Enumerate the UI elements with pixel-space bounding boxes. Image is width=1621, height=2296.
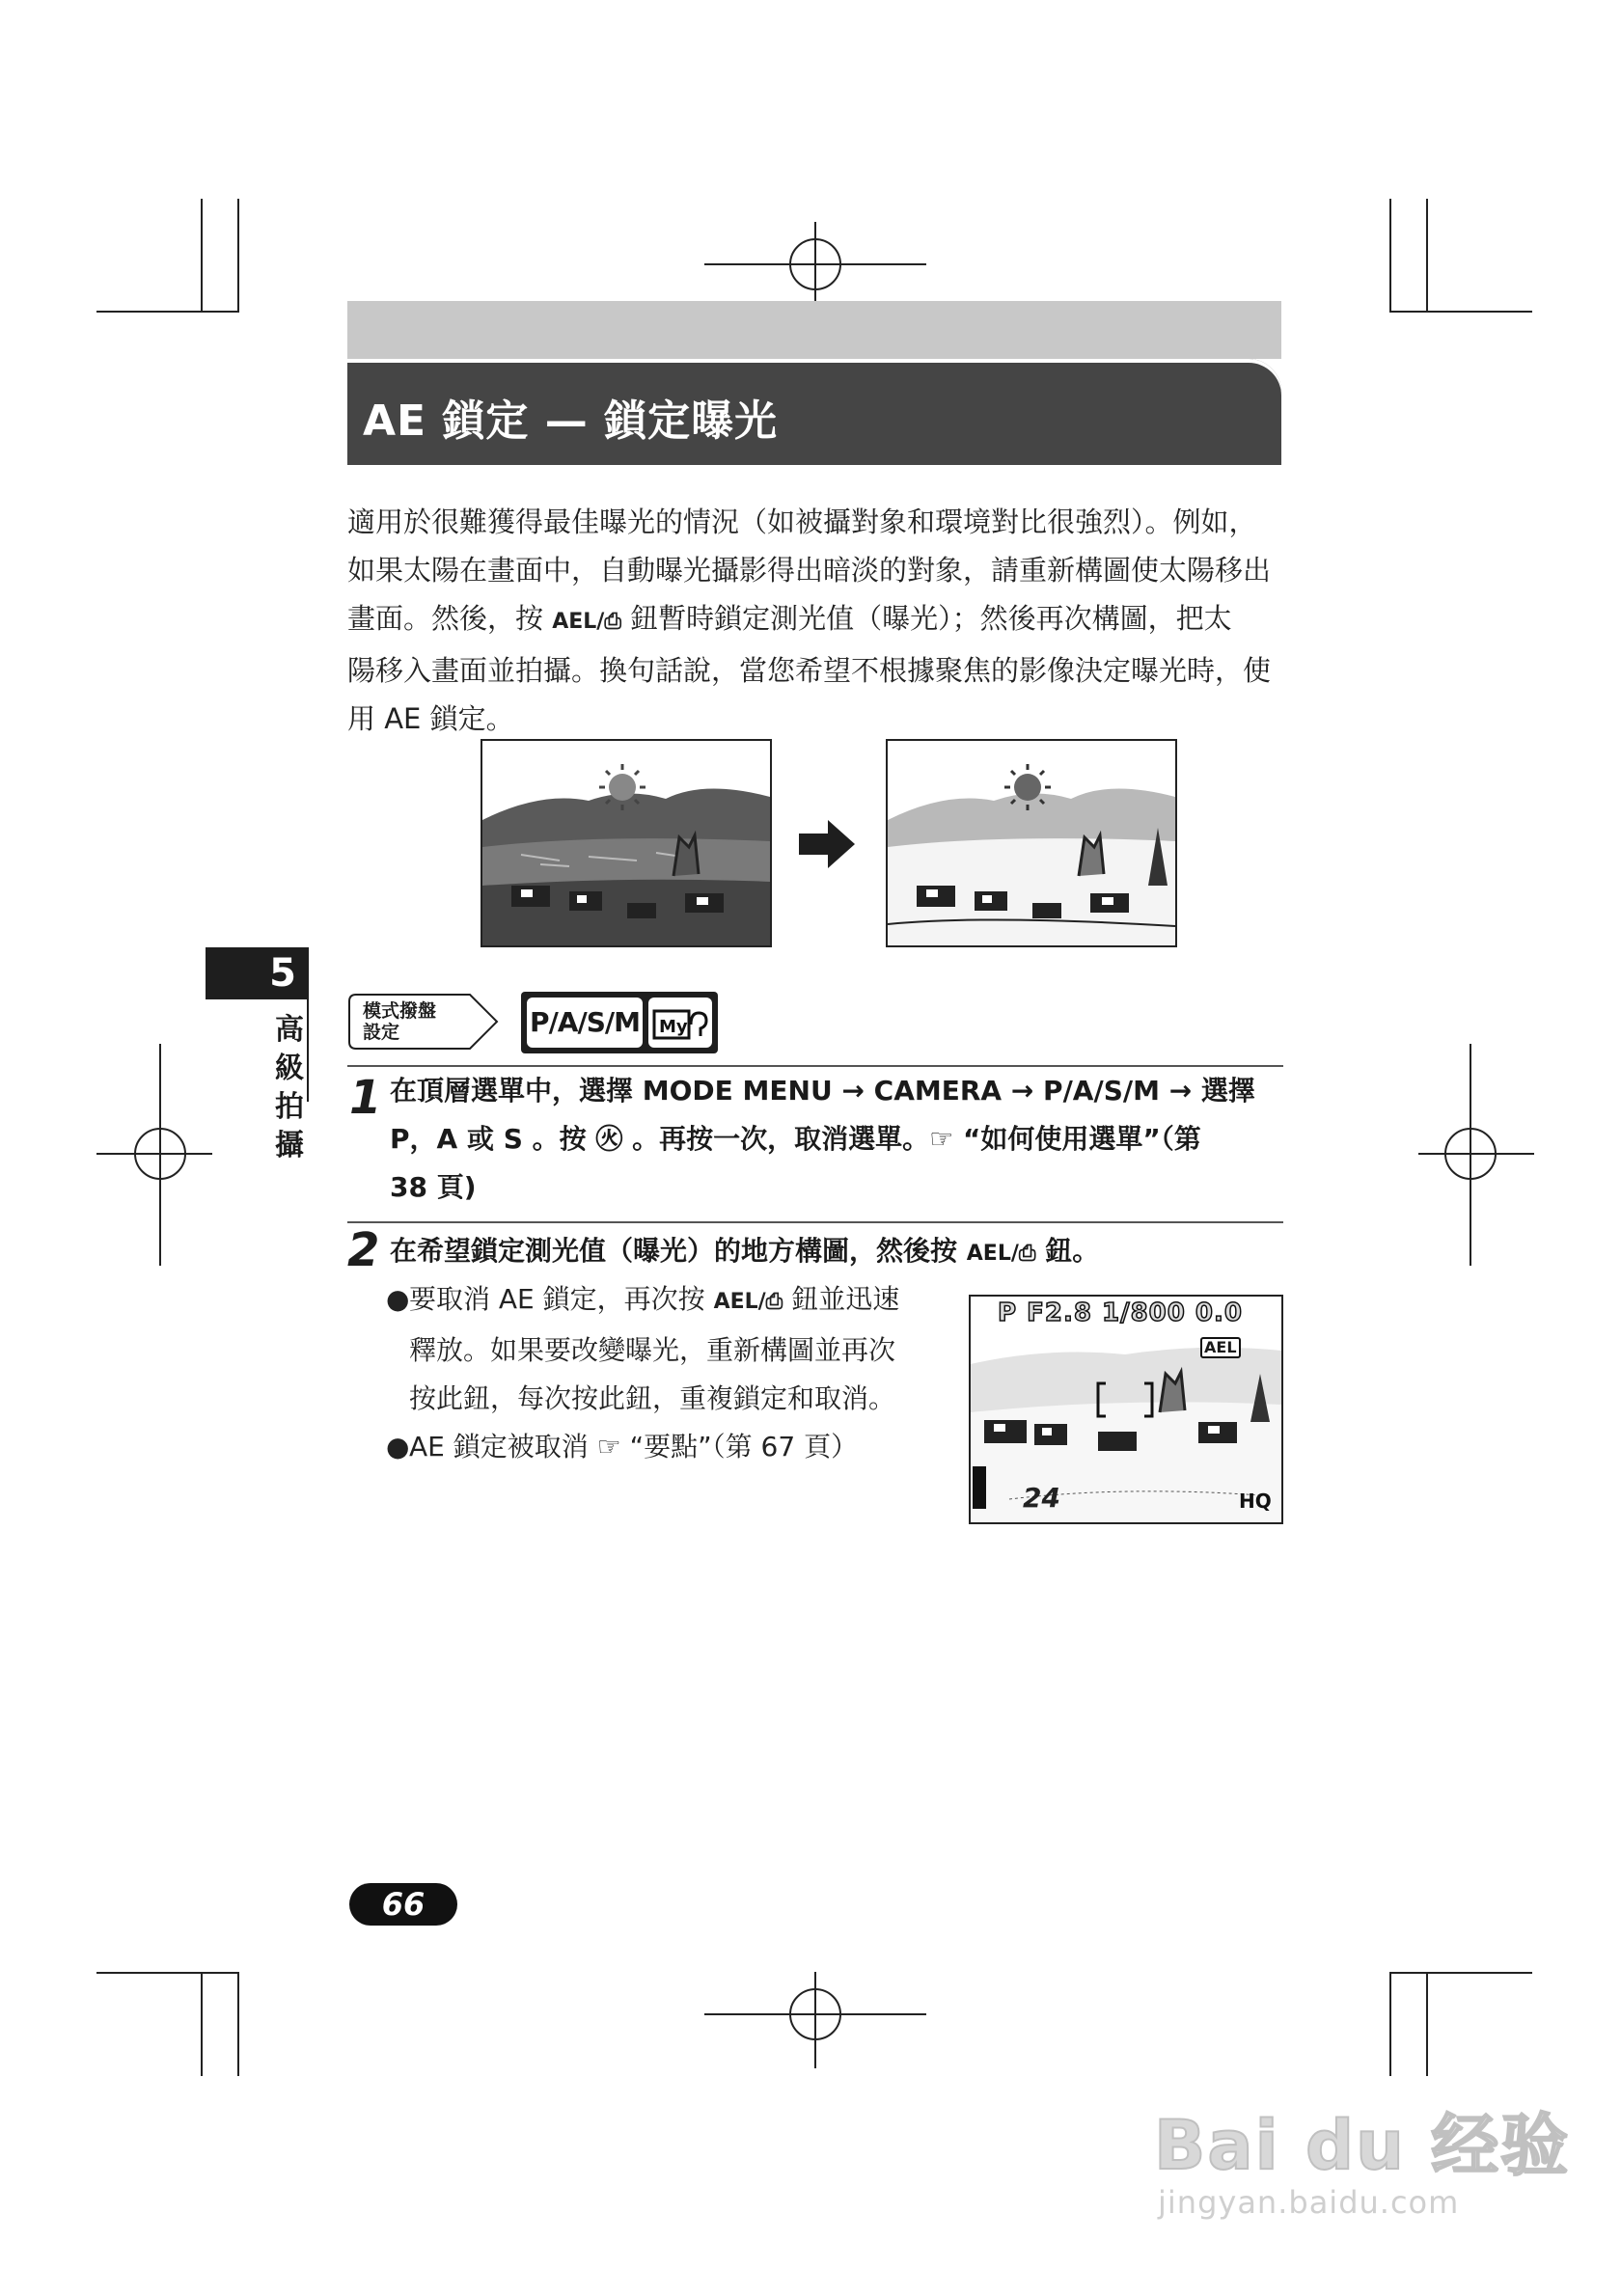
mode-dial-label-line1: 模式撥盤 bbox=[363, 1000, 437, 1022]
bullet2-text: AE 鎖定被取消 ☞ “要點”（第 67 頁） bbox=[409, 1431, 859, 1462]
illustration-dark-exposure bbox=[481, 739, 772, 947]
registration-mark-bottom bbox=[704, 1972, 926, 2068]
lcd-quality: HQ bbox=[1239, 1490, 1272, 1513]
bullet-2: ●AE 鎖定被取消 ☞ “要點”（第 67 頁） bbox=[386, 1431, 859, 1462]
lcd-preview bbox=[969, 1295, 1283, 1524]
intro-line-4: 陽移入畫面並拍攝。換句話說，當您希望不根據聚焦的影像決定曝光時，使 bbox=[347, 654, 1272, 687]
svg-text:My: My bbox=[659, 1017, 688, 1037]
illustration-locked-exposure bbox=[886, 739, 1177, 947]
ael-button-icon: AEL/⎙ bbox=[552, 610, 621, 634]
step1-number: 1 bbox=[349, 1071, 382, 1125]
ael-button-icon: AEL/⎙ bbox=[713, 1290, 783, 1314]
ael-button-icon: AEL/⎙ bbox=[966, 1242, 1036, 1266]
intro-line-3b: 鈕暫時鎖定測光值（曝光）；然後再次構圖，把太 bbox=[630, 602, 1232, 635]
my-mode-icon bbox=[648, 998, 712, 1048]
bullet-1-line-2: 釋放。如果要改變曝光，重新構圖並再次 bbox=[409, 1334, 896, 1366]
mode-dial-label bbox=[363, 1000, 436, 1043]
step2-heading bbox=[390, 1227, 1283, 1278]
step2-heading-a: 在希望鎖定測光值（曝光）的地方構圖，然後按 bbox=[390, 1235, 958, 1267]
mode-pasm: P/A/S/M bbox=[527, 998, 643, 1048]
lcd-exposure-info: P F2.8 1/800 0.0 bbox=[998, 1298, 1243, 1327]
bullet1-a: 要取消 AE 鎖定，再次按 bbox=[409, 1283, 705, 1315]
intro-line-5: 用 AE 鎖定。 bbox=[347, 702, 514, 735]
watermark-url: jingyan.baidu.com bbox=[1158, 2184, 1460, 2221]
lcd-frame-count: 24 bbox=[1023, 1482, 1060, 1514]
page-title: AE 鎖定 — 鎖定曝光 bbox=[363, 396, 779, 446]
page-number: 66 bbox=[349, 1883, 457, 1926]
bullet-1: ●要取消 AE 鎖定，再次按 AEL/⎙ 鈕並迅速 bbox=[386, 1283, 900, 1315]
step1-text bbox=[390, 1067, 1283, 1212]
intro-line-1: 適用於很難獲得最佳曝光的情況（如被攝對象和環境對比很強烈）。例如， bbox=[347, 506, 1257, 538]
bullet1-b: 鈕並迅速 bbox=[791, 1283, 900, 1315]
title-band-top bbox=[347, 301, 1281, 359]
chapter-tab: 5 bbox=[206, 947, 308, 999]
step2-heading-b: 鈕。 bbox=[1045, 1235, 1100, 1267]
step2-number: 2 bbox=[347, 1223, 380, 1277]
step1-line-3: 38 頁) bbox=[390, 1171, 477, 1203]
step2-divider bbox=[347, 1221, 1283, 1223]
step1-line-1: 在頂層選單中，選擇 MODE MENU → CAMERA → P/A/S/M → 選擇 bbox=[390, 1075, 1255, 1107]
registration-mark-left bbox=[96, 1044, 212, 1266]
intro-line-3 bbox=[347, 594, 1283, 646]
mode-dial-label-line2: 設定 bbox=[363, 1022, 400, 1043]
step1-line-2: P，A 或 S 。按 ㊋ 。再按一次，取消選單。☞ “如何使用選單”（第 bbox=[390, 1123, 1201, 1155]
registration-mark-right bbox=[1418, 1044, 1534, 1266]
chapter-label: 高級拍攝 bbox=[275, 1013, 304, 1162]
arrow-right-icon bbox=[799, 820, 855, 868]
intro-line-2: 如果太陽在畫面中，自動曝光攝影得出暗淡的對象，請重新構圖使太陽移出 bbox=[347, 554, 1272, 587]
watermark-brand: Bai du 经验 bbox=[1154, 2106, 1571, 2185]
lcd-ael-badge: AEL bbox=[1200, 1337, 1241, 1358]
intro-paragraph bbox=[347, 498, 1283, 743]
intro-line-3a: 畫面。然後，按 bbox=[347, 602, 544, 635]
bullet-1-line-3: 按此鈕，每次按此鈕，重複鎖定和取消。 bbox=[409, 1382, 896, 1414]
step2-bullets bbox=[386, 1275, 955, 1471]
